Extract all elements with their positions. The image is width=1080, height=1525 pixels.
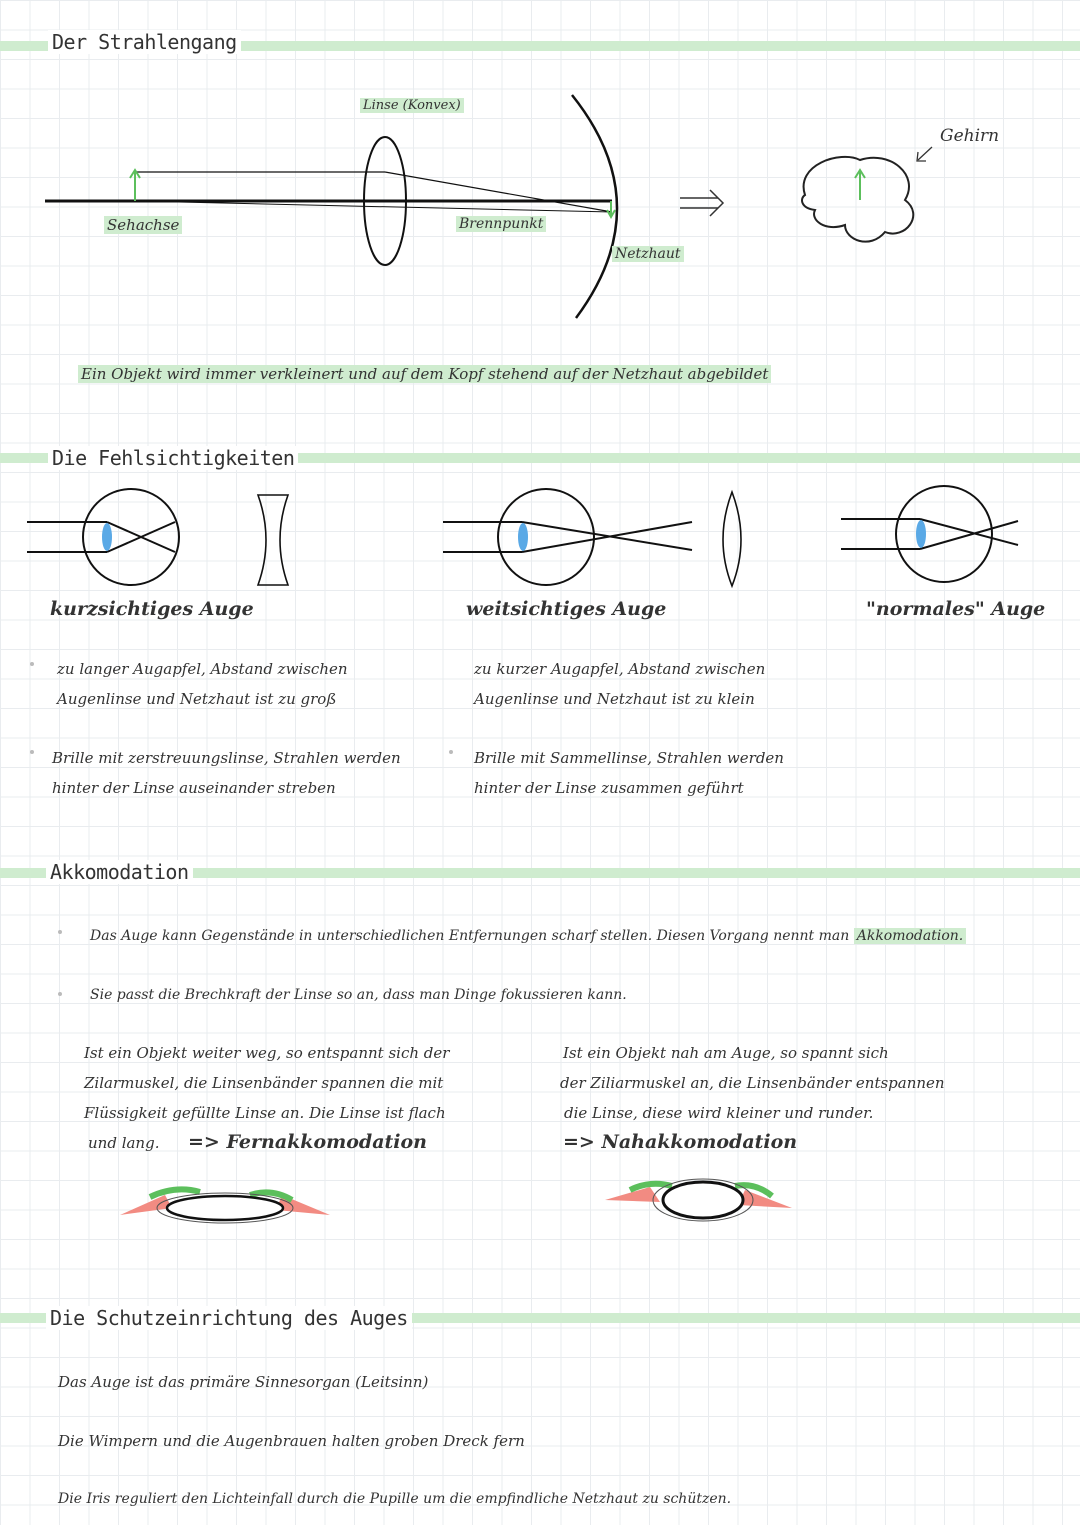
image-arrow-icon bbox=[607, 201, 615, 217]
fern-line4: und lang. bbox=[88, 1134, 160, 1152]
fern-line1: Ist ein Objekt weiter weg, so entspannt sich der bbox=[84, 1044, 450, 1062]
nah-line1: Ist ein Objekt nah am Auge, so spannt sich bbox=[563, 1044, 889, 1062]
nah-line3: die Linse, diese wird kleiner und runder. bbox=[564, 1104, 874, 1122]
eye-lens bbox=[518, 523, 528, 551]
bullet bbox=[30, 750, 34, 754]
label-brennpunkt: Brennpunkt bbox=[456, 216, 546, 232]
section-title-schutz: Die Schutzeinrichtung des Auges bbox=[46, 1306, 412, 1330]
section-title-akkomodation: Akkomodation bbox=[46, 860, 193, 884]
nah-result: => Nahakkomodation bbox=[563, 1131, 798, 1153]
nah-line2: der Ziliarmuskel an, die Linsenbänder entspannen bbox=[560, 1074, 945, 1092]
title-normal: "normales" Auge bbox=[866, 598, 1046, 620]
weit-line2: Augenlinse und Netzhaut ist zu klein bbox=[474, 690, 755, 708]
weit-line1: zu kurzer Augapfel, Abstand zwischen bbox=[474, 660, 766, 678]
akk-p1-text: Das Auge kann Gegenstände in unterschiedlichen Entfernungen scharf stellen. Diesen Vorgang nennt man bbox=[90, 928, 854, 944]
ray-diagram bbox=[45, 95, 617, 318]
convex-lens-icon bbox=[723, 492, 741, 586]
label-gehirn: Gehirn bbox=[940, 126, 1000, 146]
brain-icon bbox=[802, 157, 913, 242]
akk-paragraph-1 bbox=[90, 928, 966, 944]
bullet bbox=[58, 992, 62, 996]
hyperopic-eye bbox=[443, 489, 692, 585]
title-weitsichtig: weitsichtiges Auge bbox=[466, 598, 667, 620]
bullet bbox=[30, 662, 34, 666]
kurz-line2: Augenlinse und Netzhaut ist zu groß bbox=[57, 690, 337, 708]
near-accommodation-lens bbox=[605, 1179, 792, 1221]
label-netzhaut: Netzhaut bbox=[612, 246, 684, 262]
schutz-line2: Die Wimpern und die Augenbrauen halten groben Dreck fern bbox=[58, 1432, 525, 1450]
concave-lens-icon bbox=[258, 495, 288, 585]
fern-result: => Fernakkomodation bbox=[188, 1131, 427, 1153]
schutz-line3: Die Iris reguliert den Lichteinfall durch die Pupille um die empfindliche Netzhaut zu schützen. bbox=[58, 1491, 732, 1507]
section-title-fehlsichtigkeiten: Die Fehlsichtigkeiten bbox=[48, 446, 298, 470]
akk-paragraph-2: Sie passt die Brechkraft der Linse so an, dass man Dinge fokussieren kann. bbox=[90, 987, 627, 1003]
kurz-line4: hinter der Linse auseinander streben bbox=[52, 779, 336, 797]
weit-line3: Brille mit Sammellinse, Strahlen werden bbox=[474, 749, 784, 767]
bullet bbox=[58, 930, 62, 934]
eye-lens bbox=[916, 520, 926, 548]
double-arrow-icon bbox=[680, 190, 723, 216]
kurz-line1: zu langer Augapfel, Abstand zwischen bbox=[57, 660, 348, 678]
object-arrow-icon bbox=[130, 170, 140, 201]
kurz-line3: Brille mit zerstreuungslinse, Strahlen werden bbox=[52, 749, 401, 767]
label-linse: Linse (Konvex) bbox=[360, 98, 464, 113]
weit-line4: hinter der Linse zusammen geführt bbox=[474, 779, 744, 797]
bullet bbox=[449, 750, 453, 754]
eye-lens bbox=[102, 523, 112, 551]
label-sehachse: Sehachse bbox=[104, 216, 182, 234]
fern-line2: Zilarmuskel, die Linsenbänder spannen die mit bbox=[84, 1074, 444, 1092]
title-kurzsichtig: kurzsichtiges Auge bbox=[50, 598, 254, 620]
section-title-strahlengang: Der Strahlengang bbox=[48, 30, 241, 54]
schutz-line1: Das Auge ist das primäre Sinnesorgan (Leitsinn) bbox=[58, 1373, 429, 1391]
far-accommodation-lens bbox=[120, 1189, 330, 1223]
akk-p1-term: Akkomodation. bbox=[854, 928, 967, 944]
pointer-arrow-icon bbox=[917, 147, 932, 161]
fern-line3: Flüssigkeit gefüllte Linse an. Die Linse ist flach bbox=[84, 1104, 446, 1122]
normal-eye bbox=[841, 486, 1018, 582]
summary-text: Ein Objekt wird immer verkleinert und auf dem Kopf stehend auf der Netzhaut abgebildet bbox=[78, 365, 771, 383]
brain-arrow-icon bbox=[855, 170, 865, 200]
